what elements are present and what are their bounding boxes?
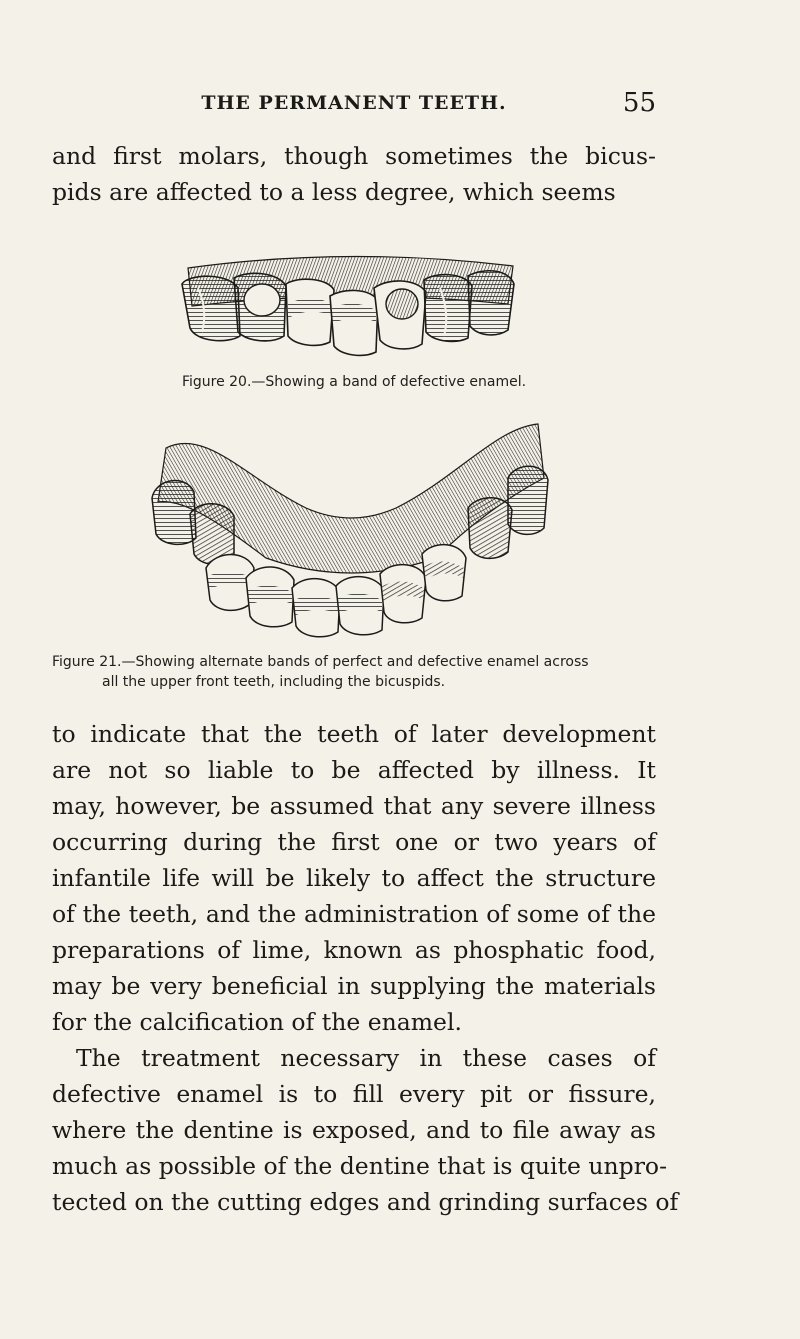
text-line: preparations of lime, known as phosphatic food, [52, 936, 656, 964]
text-line: to indicate that the teeth of later development [52, 720, 656, 748]
running-title: THE PERMANENT TEETH. [201, 92, 507, 114]
text-line: The treatment necessary in these cases of [76, 1044, 656, 1072]
text-line: of the teeth, and the administration of some of the [52, 900, 656, 928]
text-line: much as possible of the dentine that is quite unpro- [52, 1152, 668, 1180]
text-line: may, however, be assumed that any severe illness [52, 792, 656, 820]
text-line: tected on the cutting edges and grinding surfaces of [52, 1188, 679, 1216]
page-number: 55 [622, 88, 656, 118]
text-line: where the dentine is exposed, and to file away as [52, 1116, 656, 1144]
text-line: are not so liable to be affected by illness. It [52, 756, 656, 784]
figure-21-caption-line-2: all the upper front teeth, including the bicuspids. [102, 674, 446, 690]
figure-20-caption: Figure 20.—Showing a band of defective enamel. [181, 374, 527, 390]
running-head [52, 88, 656, 118]
text-line: for the calcification of the enamel. [52, 1008, 462, 1036]
figure-21-teeth-illustration [146, 418, 556, 644]
figure-21-caption-line-1: Figure 21.—Showing alternate bands of perfect and defective enamel across [52, 654, 589, 670]
text-line: pids are affected to a less degree, which seems [52, 178, 616, 206]
text-line: may be very beneficial in supplying the materials [52, 972, 656, 1000]
text-line: infantile life will be likely to affect the structure [52, 864, 656, 892]
text-line: occurring during the first one or two years of [52, 828, 656, 856]
figure-20-teeth-illustration [168, 244, 532, 364]
text-line: and first molars, though sometimes the bicus- [52, 142, 656, 170]
text-line: defective enamel is to fill every pit or fissure, [52, 1080, 656, 1108]
